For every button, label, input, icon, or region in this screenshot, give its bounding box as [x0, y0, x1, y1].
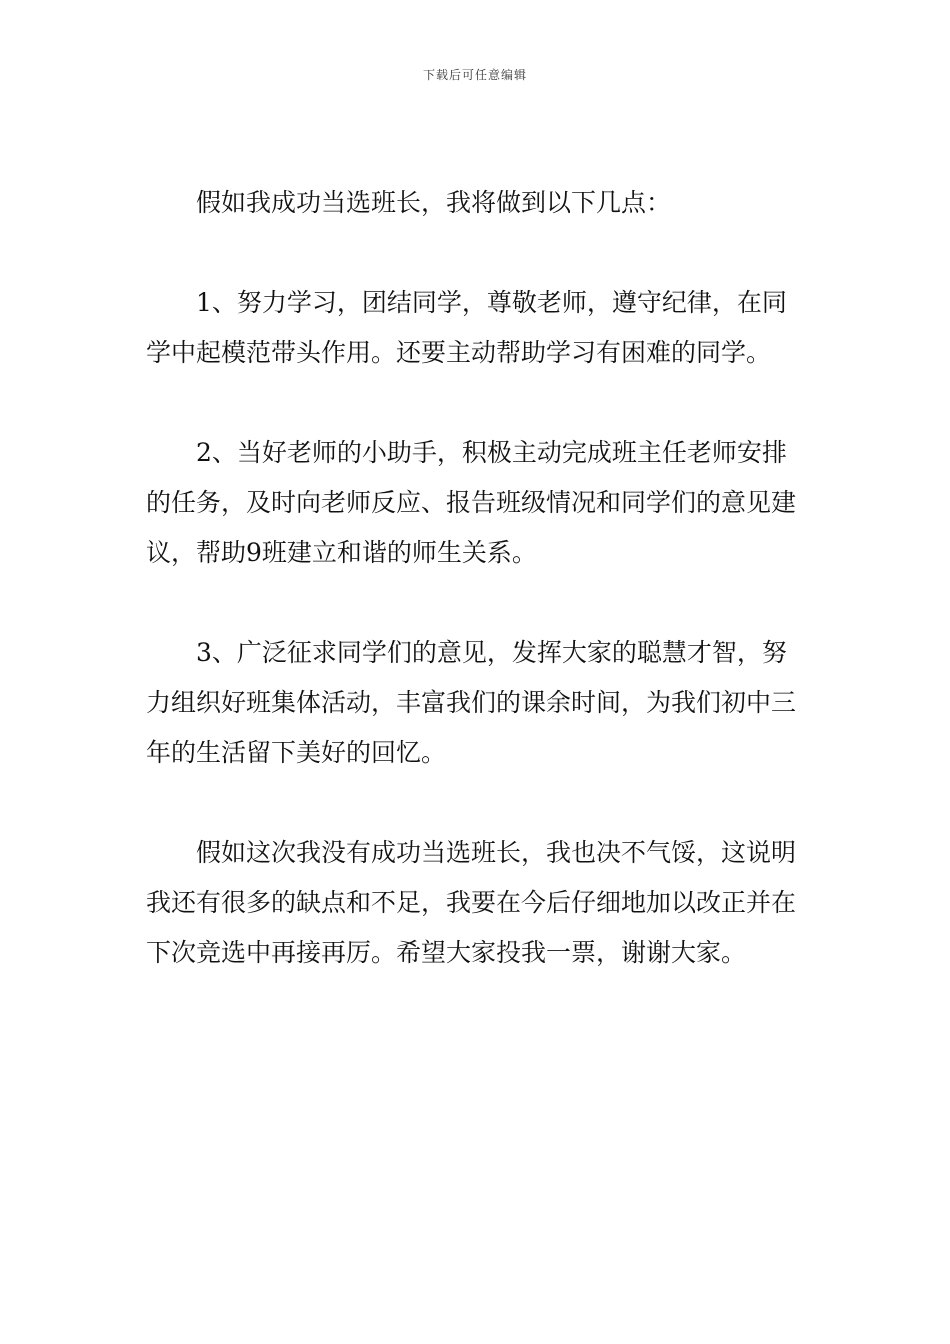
paragraph-point-1: 1、努力学习，团结同学，尊敬老师，遵守纪律，在同学中起模范带头作用。还要主动帮助学习有困难的同学。: [146, 288, 787, 367]
paragraph-point-2: 2、当好老师的小助手，积极主动完成班主任老师安排的任务，及时向老师反应、报告班级情况和同学们的意见建议，帮助9班建立和谐的师生关系。: [146, 438, 797, 567]
document-body: [146, 178, 806, 978]
paragraph-spacer: [146, 578, 806, 628]
paragraph-intro: 假如我成功当选班长，我将做到以下几点：: [196, 188, 672, 217]
paragraph-closing: 假如这次我没有成功当选班长，我也决不气馁，这说明我还有很多的缺点和不足，我要在今后仔细地加以改正并在下次竞选中再接再厉。希望大家投我一票，谢谢大家。: [146, 838, 797, 967]
header-note: 下载后可任意编辑: [422, 68, 527, 82]
paragraph-point-3: 3、广泛征求同学们的意见，发挥大家的聪慧才智，努力组织好班集体活动，丰富我们的课余时间，为我们初中三年的生活留下美好的回忆。: [146, 638, 797, 767]
paragraph-spacer: [146, 378, 806, 428]
paragraph-spacer: [146, 778, 806, 828]
paragraph-spacer: [146, 228, 806, 278]
